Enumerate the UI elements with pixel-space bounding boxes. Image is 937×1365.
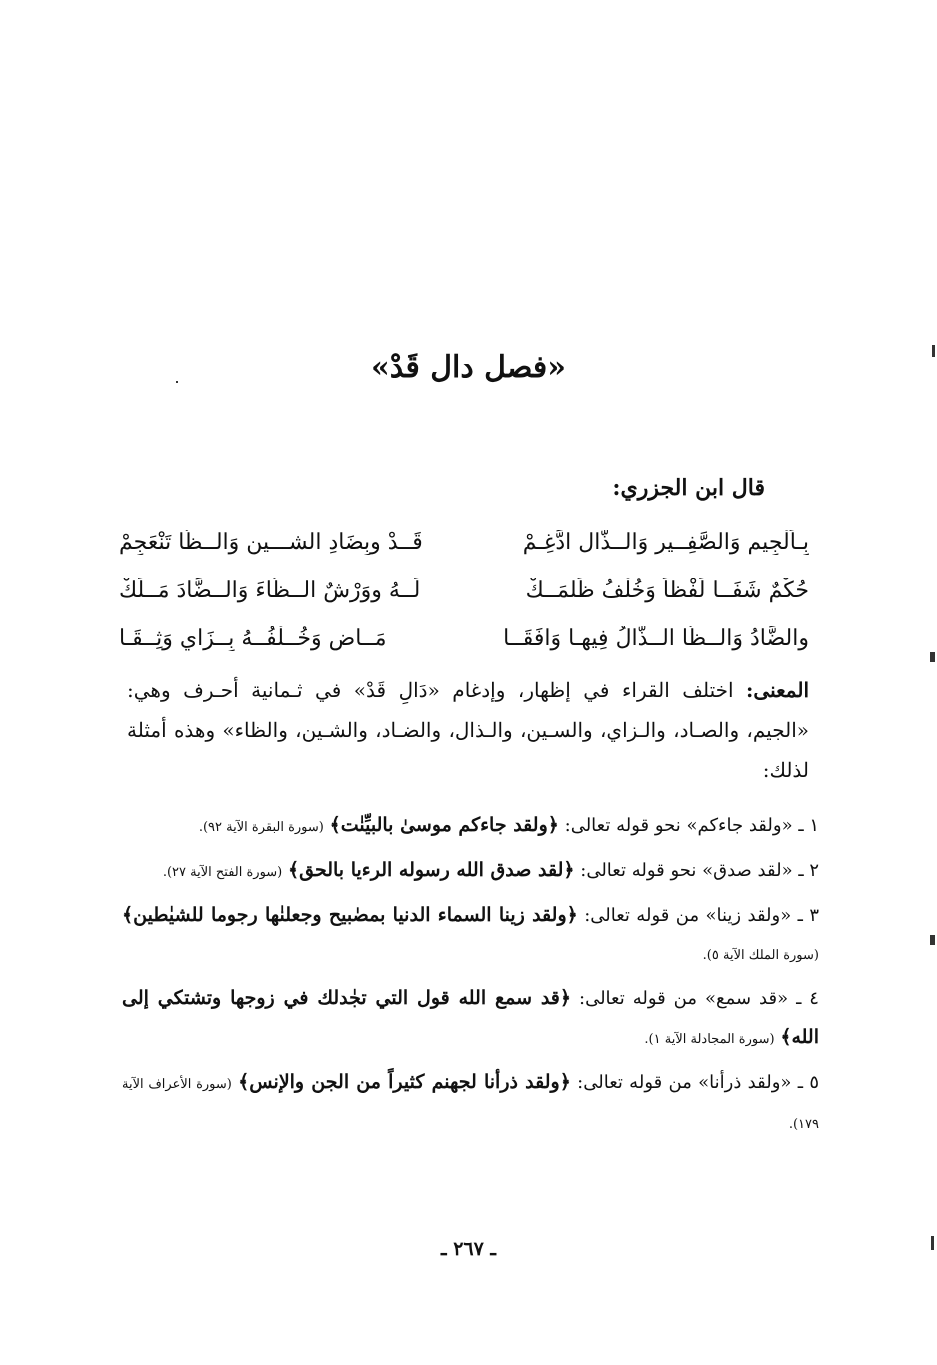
first-hemistich: بِـاَلْجِيم وَالصَّفِــيرِ وَالــذَّال ادَّغِـمْ: [522, 529, 809, 555]
example-number: ٣ ـ: [797, 905, 819, 926]
example-intro: «قد سمع» من قوله تعالى:: [579, 988, 789, 1009]
scan-mark: [932, 345, 935, 357]
quran-verse: ﴿قد سمع الله قول التي تجٰدلك في زوجها وتشتكي إلى الله﴾: [122, 987, 819, 1048]
example-number: ١ ـ: [798, 815, 819, 836]
first-hemistich: حُكْمٌ شَفَــا لَفْظاً وَخُلْفُ ظَلمَــكْ: [525, 577, 809, 603]
scan-mark: [176, 381, 178, 383]
verse-line: [119, 518, 809, 566]
example-intro: «ولقد زينا» من قوله تعالى:: [584, 905, 792, 926]
meaning-label: المعنى:: [746, 678, 809, 702]
scan-mark: [931, 1236, 934, 1250]
example-number: ٤ ـ: [796, 988, 819, 1009]
quran-verse: ﴿ولقد زينا السماء الدنيا بمصٰبيح وجعلنٰها رجوما للشيٰطين﴾: [122, 904, 578, 926]
page-number: ـ ٢٦٧ ـ: [441, 1238, 496, 1260]
verse-line: [119, 614, 809, 662]
example-number: ٥ ـ: [797, 1072, 819, 1093]
second-hemistich: قَــدْ وبِضَادِ الشـــين وَالــظَّا تَنْعَجِمْ: [119, 529, 423, 555]
poem: [119, 518, 809, 662]
example-intro: «لقد صدق» نحو قوله تعالى:: [580, 860, 793, 881]
second-hemistich: لَــهُ ووَرْشٌ الــظَّاءَ وَالــضَّادَ مَــلَكْ: [119, 577, 421, 603]
meaning-paragraph: [127, 670, 809, 790]
scan-mark: [930, 935, 935, 945]
example-item: [122, 806, 819, 847]
quran-verse: ﴿ولقد جاءكم موسىٰ بالبيِّنٰت﴾: [329, 814, 559, 836]
example-item: [122, 851, 819, 892]
verse-reference: (سورة المجادلة الآية ١).: [644, 1032, 775, 1047]
example-item: [122, 1063, 819, 1144]
examples-list: [122, 806, 819, 1148]
verse-reference: (سورة البقرة الآية ٩٢).: [198, 820, 324, 835]
attribution: قال ابن الجزري:: [612, 475, 765, 501]
chapter-title: «فصل دال قَدْ»: [370, 350, 567, 385]
example-number: ٢ ـ: [798, 860, 819, 881]
example-item: [122, 896, 819, 975]
example-item: [122, 979, 819, 1059]
verse-reference: (سورة الفتح الآية ٢٧).: [162, 865, 283, 880]
scan-mark: [930, 652, 935, 662]
verse-reference: (سورة الملك الآية ٥).: [702, 948, 819, 963]
second-hemistich: مَــاضٍ وَخُــلْفُــهُ بِــزَايٍ وَثِــقَـا: [119, 625, 387, 651]
verse-reference: (سورة الأعراف الآية ١٧٩).: [122, 1077, 819, 1132]
example-intro: «ولقد ذرأنا» من قوله تعالى:: [577, 1072, 792, 1093]
meaning-text: اختلف القراء في إظهار، وإدغام «دَالِ قَدْ» في ثـمانية أحـرف وهي: «الجيم، والصـاد، والـزاي، والسـين، والـذال، والضـاد، والشـين، والظاء» وهذه أمثلة لذلك:: [127, 678, 809, 782]
quran-verse: ﴿ولقد ذرأنا لجهنم كثيراً من الجن والإنس﴾: [238, 1071, 571, 1093]
first-hemistich: والضَّادُ وَالــظَّا الــذَّالُ فِيهـا وَافَقَــا: [503, 625, 809, 651]
verse-line: [119, 566, 809, 614]
example-intro: «ولقد جاءكم» نحو قوله تعالى:: [564, 815, 793, 836]
quran-verse: ﴿لقد صدق الله رسوله الرءيا بالحق﴾: [287, 859, 575, 881]
